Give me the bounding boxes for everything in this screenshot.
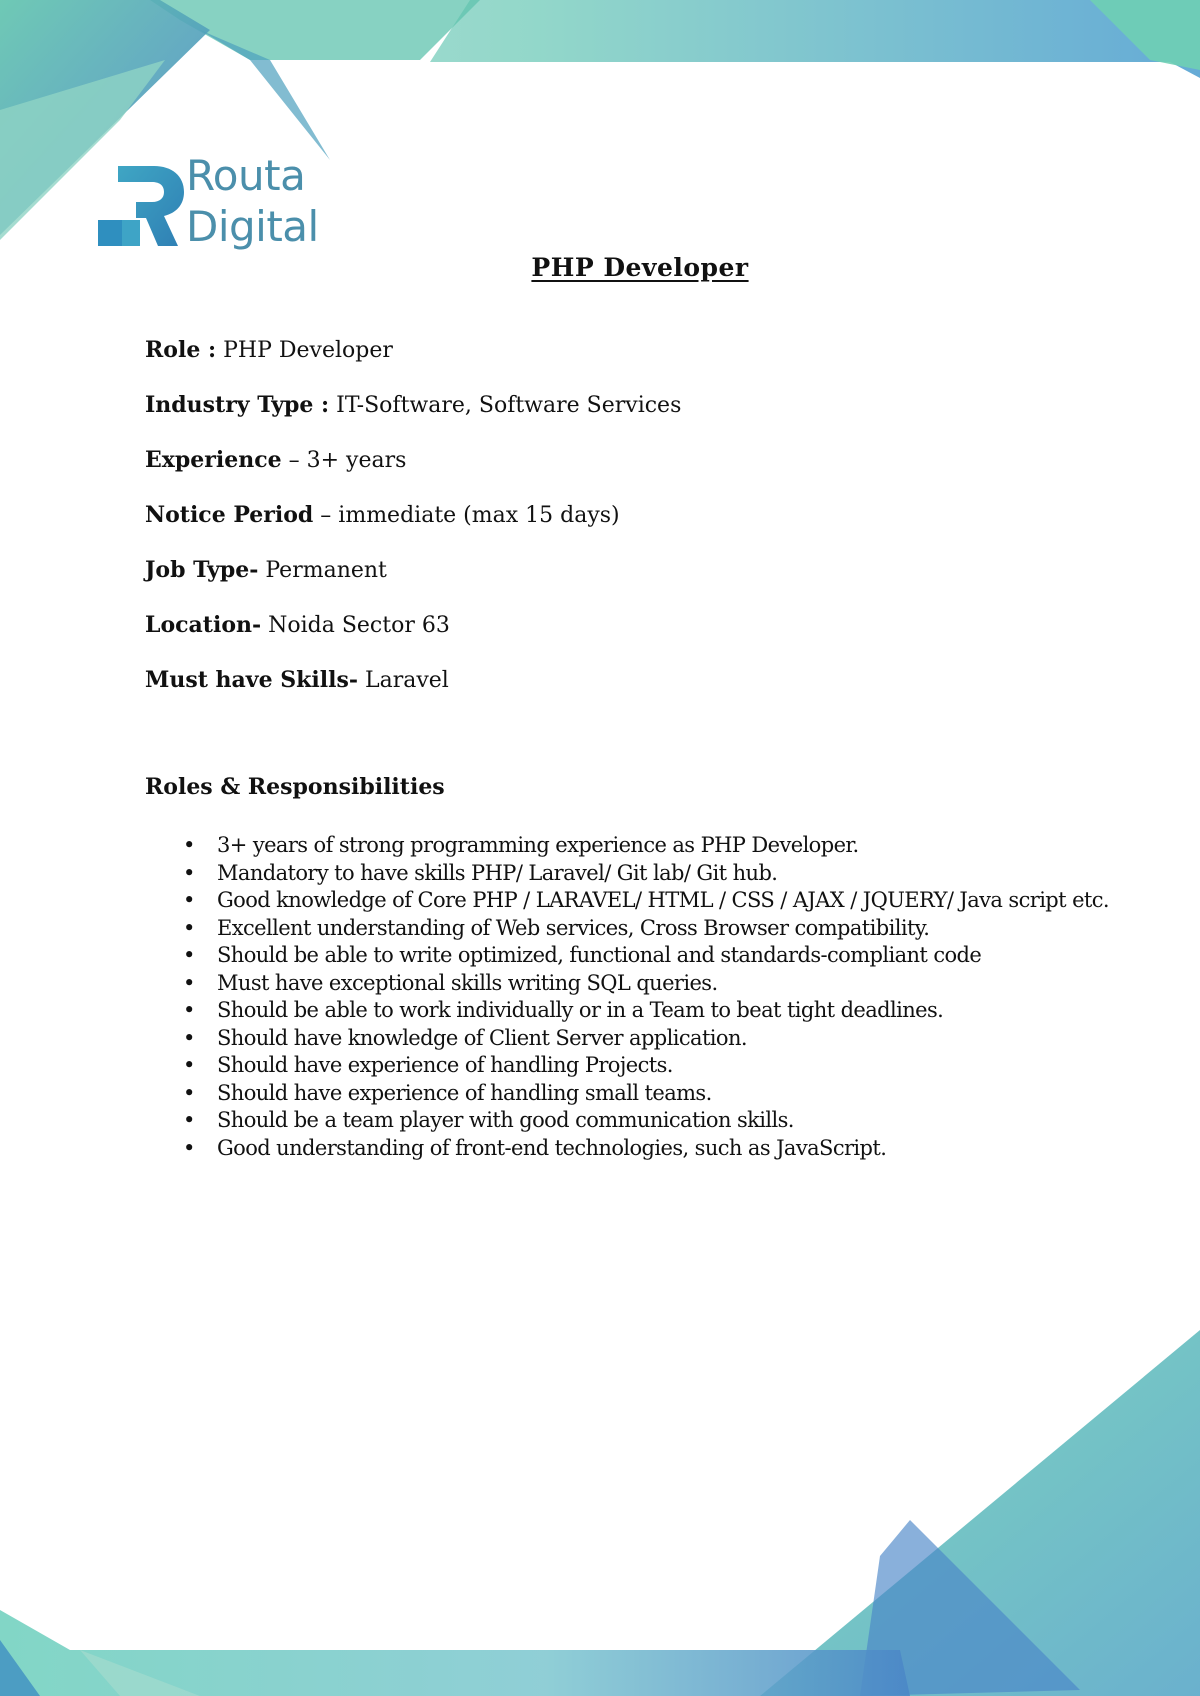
- field-notice-period: [145, 500, 681, 555]
- bullet-icon: •: [183, 1053, 195, 1077]
- bullet-icon: •: [183, 998, 195, 1022]
- field-job-type: [145, 555, 681, 610]
- field-experience: [145, 445, 681, 500]
- field-label: Experience: [145, 447, 282, 473]
- responsibilities-heading: Roles & Responsibilities: [145, 774, 445, 800]
- page-title-text: PHP Developer: [531, 253, 749, 282]
- list-item-text: Should be a team player with good communication skills.: [217, 1108, 794, 1132]
- list-item-text: Must have exceptional skills writing SQL queries.: [217, 970, 718, 995]
- list-item: [145, 887, 1165, 915]
- field-must-have-skills: [145, 665, 681, 720]
- field-label: Notice Period: [145, 502, 314, 528]
- bullet-icon: •: [183, 1080, 195, 1105]
- field-value: PHP Developer: [216, 338, 393, 363]
- bullet-icon: •: [183, 1025, 195, 1050]
- list-item: [145, 1052, 1165, 1080]
- list-item-text: Good understanding of front-end technologies, such as JavaScript.: [217, 1135, 887, 1160]
- bullet-icon: •: [183, 970, 195, 995]
- list-item: [145, 1025, 1165, 1053]
- page-title: [0, 253, 1200, 282]
- field-value: IT-Software, Software Services: [329, 393, 682, 418]
- field-label: Location-: [145, 612, 262, 638]
- list-item-text: Mandatory to have skills PHP/ Laravel/ Git lab/ Git hub.: [217, 860, 778, 885]
- brand-logo: [96, 150, 336, 262]
- list-item-text: Should have experience of handling small teams.: [217, 1080, 712, 1105]
- list-item-text: Excellent understanding of Web services, Cross Browser compatibility.: [217, 915, 930, 940]
- brand-line-1: Routa: [186, 151, 306, 200]
- list-item-text: Should be able to write optimized, functional and standards-compliant code: [217, 943, 982, 967]
- field-location: [145, 610, 681, 665]
- bullet-icon: •: [183, 915, 195, 940]
- bullet-icon: •: [183, 860, 195, 885]
- field-value: Laravel: [357, 668, 449, 693]
- bullet-icon: •: [183, 1135, 195, 1160]
- bullet-icon: •: [183, 888, 195, 912]
- list-item-text: 3+ years of strong programming experience as PHP Developer.: [217, 833, 859, 857]
- field-value: Noida Sector 63: [261, 613, 450, 638]
- field-value: Permanent: [258, 558, 387, 583]
- field-value: – 3+ years: [281, 448, 407, 473]
- field-label: Industry Type :: [145, 392, 330, 418]
- list-item: [145, 915, 1165, 943]
- field-label: Must have Skills-: [145, 667, 358, 693]
- brand-line-2: Digital: [186, 202, 319, 251]
- field-label: Role :: [145, 337, 217, 363]
- list-item-text: Should have knowledge of Client Server application.: [217, 1025, 747, 1050]
- list-item: [145, 832, 1165, 860]
- bullet-icon: •: [183, 1108, 195, 1132]
- list-item: [145, 1080, 1165, 1108]
- list-item: [145, 942, 1165, 970]
- responsibilities-list: [145, 832, 1165, 1162]
- list-item: [145, 1107, 1165, 1135]
- job-fields: [145, 335, 681, 720]
- brand-name: [186, 150, 319, 252]
- field-role: [145, 335, 681, 390]
- list-item: [145, 860, 1165, 888]
- list-item: [145, 1135, 1165, 1163]
- routa-logo-icon: [96, 162, 188, 254]
- list-item-text: Should be able to work individually or in a Team to beat tight deadlines.: [217, 998, 944, 1022]
- bullet-icon: •: [183, 943, 195, 967]
- bullet-icon: •: [183, 833, 195, 857]
- list-item-text: Good knowledge of Core PHP / LARAVEL/ HTML / CSS / AJAX / JQUERY/ Java script etc.: [217, 888, 1109, 912]
- list-item: [145, 997, 1165, 1025]
- list-item: [145, 970, 1165, 998]
- field-industry-type: [145, 390, 681, 445]
- field-label: Job Type-: [145, 557, 259, 583]
- list-item-text: Should have experience of handling Projects.: [217, 1053, 673, 1077]
- field-value: – immediate (max 15 days): [313, 503, 620, 528]
